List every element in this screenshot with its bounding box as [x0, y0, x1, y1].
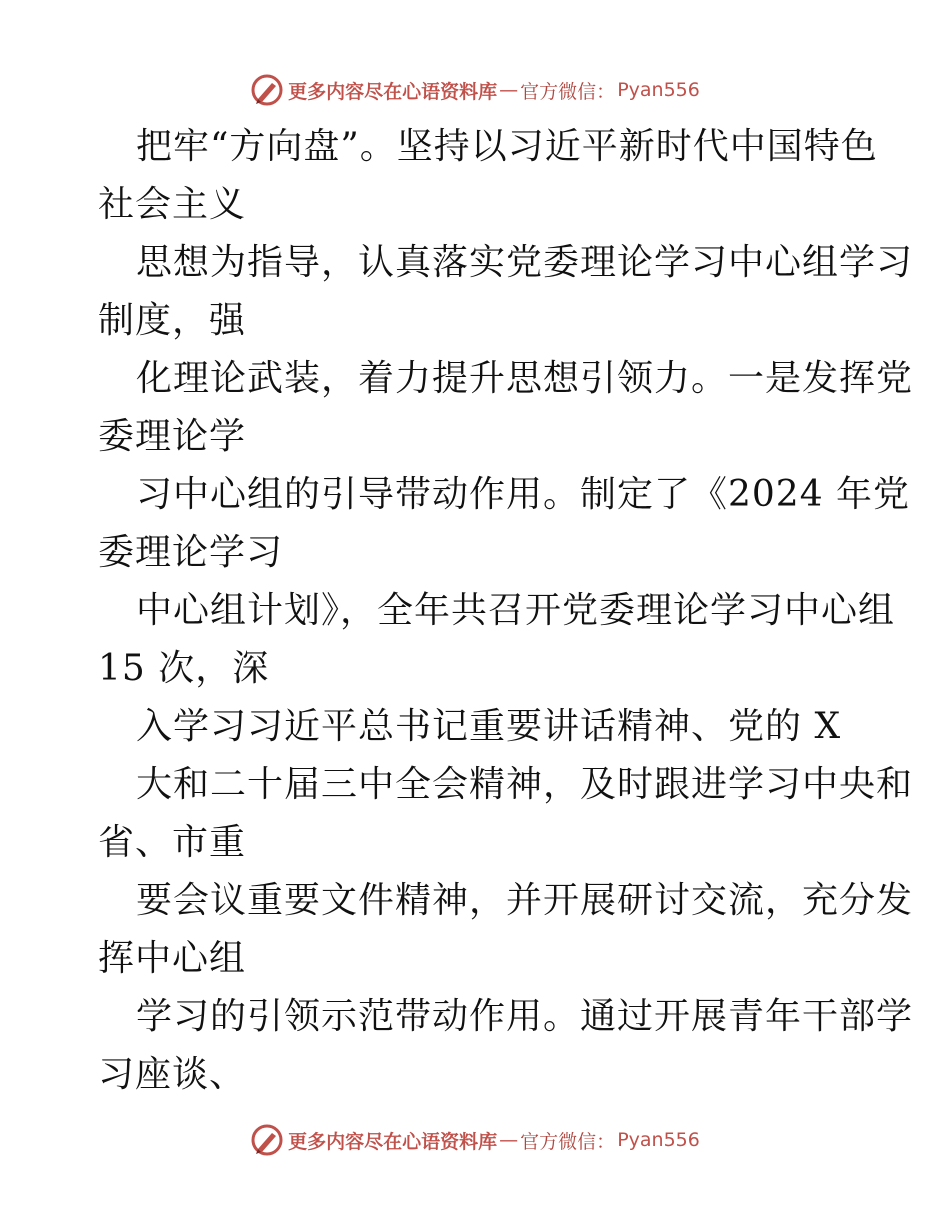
text-line: 入学习习近平总书记重要讲话精神、党的 X — [136, 706, 842, 747]
header-watermark — [0, 70, 950, 110]
watermark-dash: — — [499, 79, 519, 101]
text-line: 大和二十届三中全会精神，及时跟进学习中央和 — [136, 764, 914, 805]
text-line: 社会主义 — [98, 184, 247, 225]
watermark-site-text: 更多内容尽在心语资料库 — [288, 1130, 498, 1153]
watermark-dash: — — [499, 1129, 519, 1151]
text-line: 习中心组的引导带动作用。制定了《2024 年党 — [136, 474, 911, 515]
text-line: 挥中心组 — [98, 938, 247, 979]
text-line: 习座谈、 — [98, 1054, 247, 1095]
text-line: 15 次，深 — [98, 648, 270, 689]
text-line: 省、市重 — [98, 822, 247, 863]
watermark-id: Pyan556 — [617, 79, 700, 101]
text-line: 学习的引领示范带动作用。通过开展青年干部学 — [136, 996, 914, 1037]
text-line: 制度，强 — [98, 300, 247, 341]
watermark-label: 官方微信： — [520, 1130, 616, 1153]
text-line: 思想为指导，认真落实党委理论学习中心组学习 — [136, 242, 914, 283]
text-line: 把牢“方向盘”。坚持以习近平新时代中国特色 — [136, 126, 878, 167]
text-line: 委理论学 — [98, 416, 247, 457]
text-line: 委理论学习 — [98, 532, 284, 573]
pen-logo-icon — [250, 1123, 284, 1157]
watermark-id: Pyan556 — [617, 1129, 700, 1151]
pen-logo-icon — [250, 73, 284, 107]
watermark-label: 官方微信： — [520, 80, 616, 103]
text-line: 要会议重要文件精神，并开展研讨交流，充分发 — [136, 880, 914, 921]
watermark-site-text: 更多内容尽在心语资料库 — [288, 80, 498, 103]
text-line: 化理论武装，着力提升思想引领力。一是发挥党 — [136, 358, 914, 399]
footer-watermark — [0, 1120, 950, 1160]
text-line: 中心组计划》，全年共召开党委理论学习中心组 — [136, 590, 896, 631]
